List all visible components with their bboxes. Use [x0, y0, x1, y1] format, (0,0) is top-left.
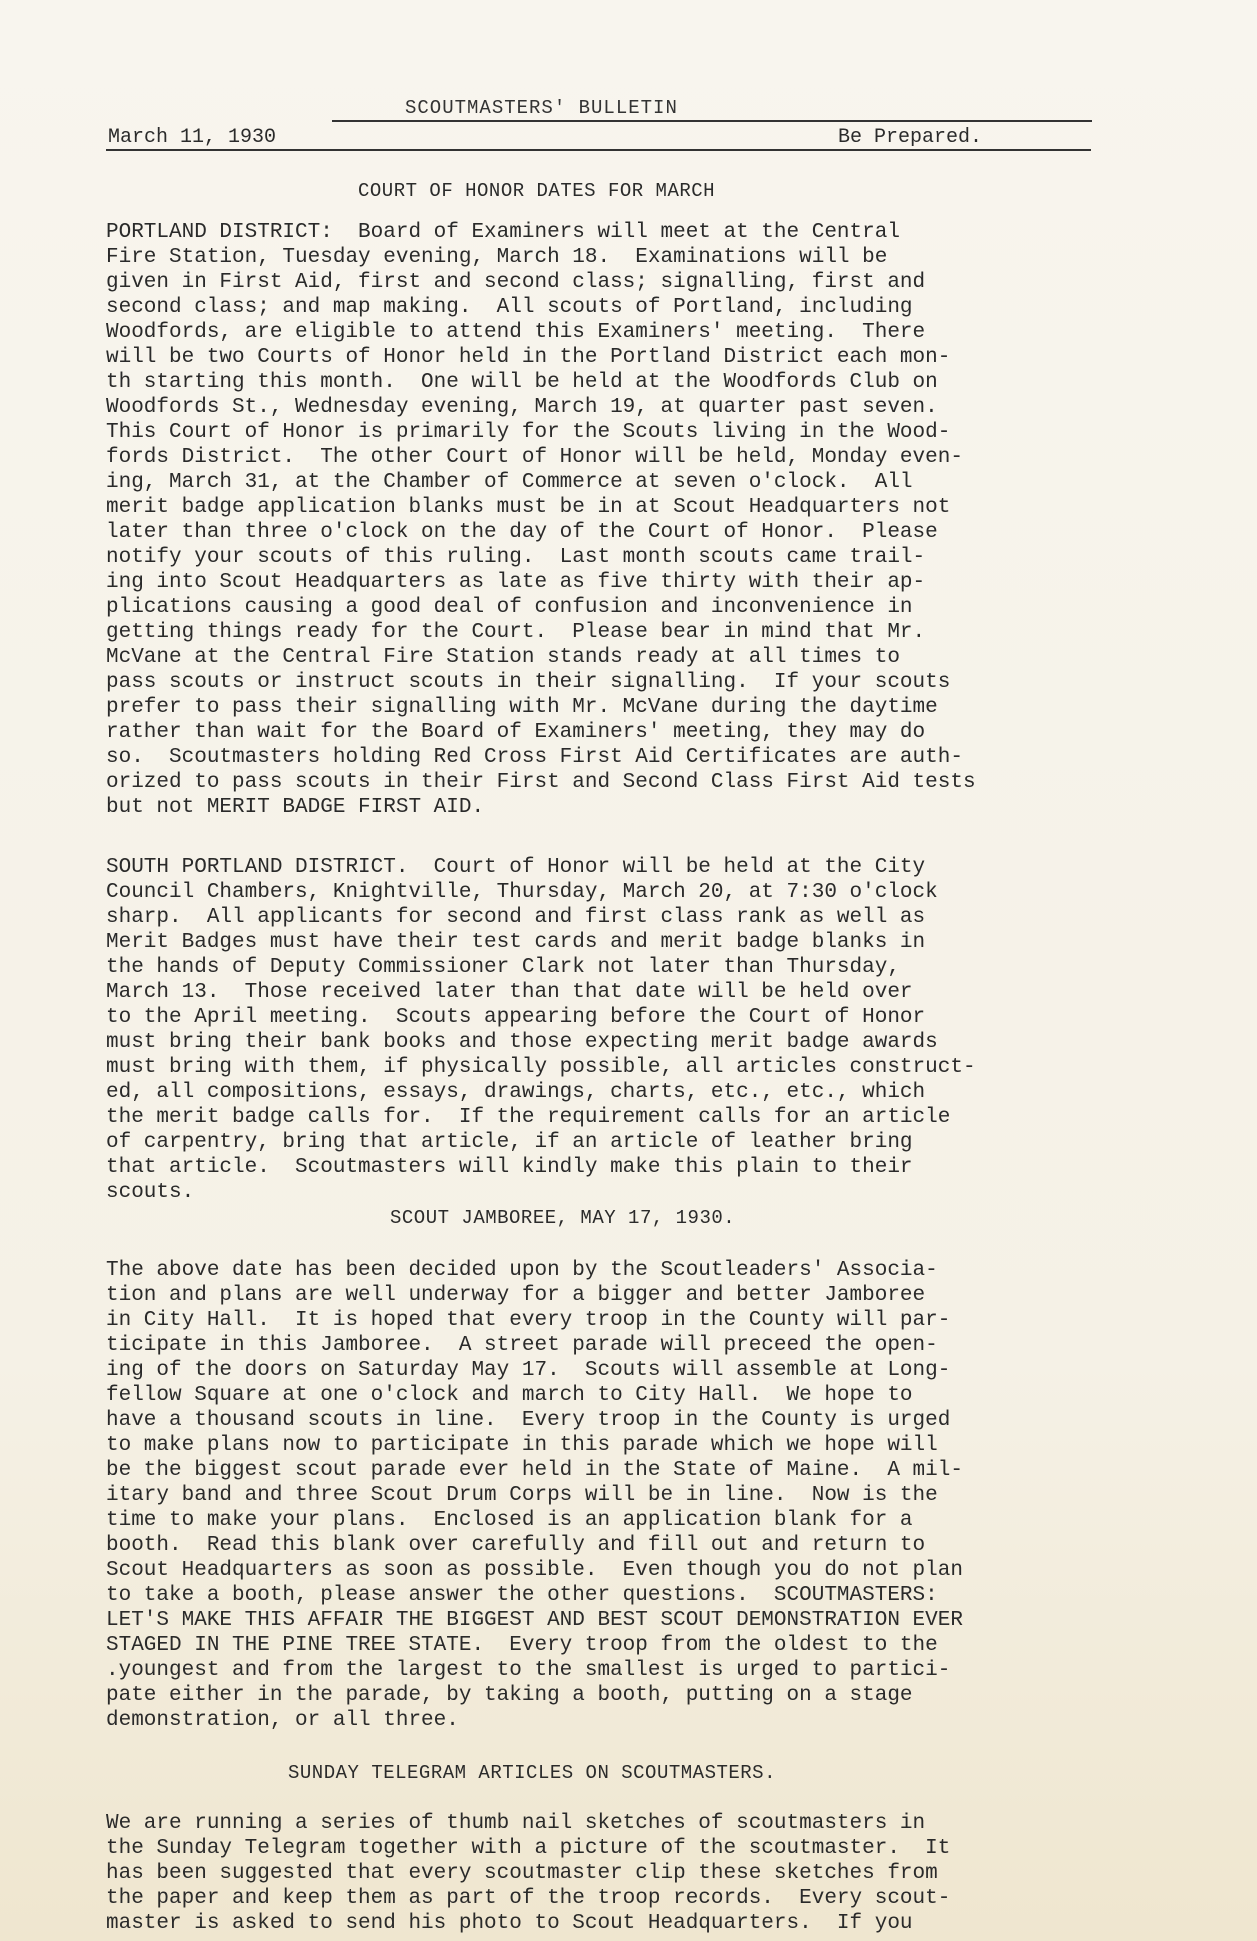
text-line: fords District. The other Court of Honor will be held, Monday even- — [106, 446, 963, 469]
text-line: the Sunday Telegram together with a picture of the scoutmaster. It — [106, 1837, 951, 1860]
text-line: time to make your plans. Enclosed is an application blank for a — [106, 1509, 913, 1532]
text-line: to the April meeting. Scouts appearing before the Court of Honor — [106, 1006, 926, 1029]
text-line: Merit Badges must have their test cards and merit badge blanks in — [106, 931, 926, 954]
text-line: pate either in the parade, by taking a booth, putting on a stage — [106, 1684, 913, 1707]
text-line: Woodfords St., Wednesday evening, March 19, at quarter past seven. — [106, 396, 938, 419]
bulletin-date: March 11, 1930 — [108, 126, 277, 149]
text-line: that article. Scoutmasters will kindly make this plain to their — [106, 1156, 913, 1179]
text-line: itary band and three Scout Drum Corps will be in line. Now is the — [106, 1484, 938, 1507]
text-line: PORTLAND DISTRICT: Board of Examiners will meet at the Central — [106, 221, 900, 244]
bulletin-masthead: SCOUTMASTERS' BULLETIN — [405, 97, 678, 119]
text-line: notify your scouts of this ruling. Last month scouts came trail- — [106, 546, 926, 569]
jamboree-heading: SCOUT JAMBOREE, MAY 17, 1930. — [390, 1207, 736, 1229]
text-line: tion and plans are well underway for a bigger and better Jamboree — [106, 1284, 926, 1307]
text-line: ing, March 31, at the Chamber of Commerce at seven o'clock. All — [106, 471, 913, 494]
masthead-rule — [332, 120, 1092, 122]
text-line: SOUTH PORTLAND DISTRICT. Court of Honor will be held at the City — [106, 856, 926, 879]
text-line: LET'S MAKE THIS AFFAIR THE BIGGEST AND BEST SCOUT DEMONSTRATION EVER — [106, 1609, 963, 1632]
portland-district-paragraph — [106, 220, 1156, 820]
text-line: th starting this month. One will be held at the Woodfords Club on — [106, 371, 938, 394]
text-line: Scout Headquarters as soon as possible. Even though you do not plan — [106, 1559, 963, 1582]
text-line: given in First Aid, first and second class; signalling, first and — [106, 271, 926, 294]
text-line: Council Chambers, Knightville, Thursday, March 20, at 7:30 o'clock — [106, 881, 938, 904]
text-line: to take a booth, please answer the other questions. SCOUTMASTERS: — [106, 1584, 938, 1607]
text-line: plications causing a good deal of confusion and inconvenience in — [106, 596, 913, 619]
text-line: ticipate in this Jamboree. A street parade will preceed the open- — [106, 1334, 938, 1357]
text-line: ed, all compositions, essays, drawings, charts, etc., etc., which — [106, 1081, 926, 1104]
text-line: getting things ready for the Court. Please bear in mind that Mr. — [106, 621, 926, 644]
text-line: will be two Courts of Honor held in the Portland District each mon- — [106, 346, 951, 369]
text-line: booth. Read this blank over carefully and fill out and return to — [106, 1534, 926, 1557]
text-line: pass scouts or instruct scouts in their signalling. If your scouts — [106, 671, 951, 694]
text-line: scouts. — [106, 1181, 195, 1204]
text-line: rather than wait for the Board of Examiners' meeting, they may do — [106, 721, 926, 744]
text-line: .youngest and from the largest to the smallest is urged to partici- — [106, 1659, 951, 1682]
text-line: master is asked to send his photo to Scout Headquarters. If you — [106, 1912, 913, 1935]
text-line: second class; and map making. All scouts of Portland, including — [106, 296, 913, 319]
text-line: the merit badge calls for. If the requirement calls for an article — [106, 1106, 951, 1129]
text-line: has been suggested that every scoutmaster clip these sketches from — [106, 1862, 938, 1885]
telegram-paragraph — [106, 1811, 1156, 1936]
text-line: We are running a series of thumb nail sketches of scoutmasters in — [106, 1812, 926, 1835]
court-of-honor-heading: COURT OF HONOR DATES FOR MARCH — [358, 180, 716, 202]
south-portland-paragraph — [106, 855, 1156, 1205]
bulletin-motto: Be Prepared. — [838, 126, 983, 149]
text-line: The above date has been decided upon by the Scoutleaders' Associa- — [106, 1259, 938, 1282]
text-line: orized to pass scouts in their First and Second Class First Aid tests — [106, 771, 976, 794]
text-line: prefer to pass their signalling with Mr. McVane during the daytime — [106, 696, 938, 719]
jamboree-paragraph — [106, 1258, 1156, 1733]
text-line: later than three o'clock on the day of the Court of Honor. Please — [106, 521, 938, 544]
text-line: have a thousand scouts in line. Every troop in the County is urged — [106, 1409, 951, 1432]
text-line: merit badge application blanks must be in at Scout Headquarters not — [106, 496, 951, 519]
telegram-heading: SUNDAY TELEGRAM ARTICLES ON SCOUTMASTERS. — [288, 1762, 776, 1784]
text-line: fellow Square at one o'clock and march to City Hall. We hope to — [106, 1384, 913, 1407]
text-line: ing into Scout Headquarters as late as five thirty with their ap- — [106, 571, 926, 594]
text-line: must bring their bank books and those expecting merit badge awards — [106, 1031, 938, 1054]
text-line: the paper and keep them as part of the troop records. Every scout- — [106, 1887, 951, 1910]
text-line: McVane at the Central Fire Station stands ready at all times to — [106, 646, 900, 669]
text-line: This Court of Honor is primarily for the Scouts living in the Wood- — [106, 421, 951, 444]
text-line: but not MERIT BADGE FIRST AID. — [106, 796, 485, 819]
text-line: so. Scoutmasters holding Red Cross First Aid Certificates are auth- — [106, 746, 963, 769]
text-line: must bring with them, if physically possible, all articles construct- — [106, 1056, 976, 1079]
text-line: of carpentry, bring that article, if an article of leather bring — [106, 1131, 913, 1154]
text-line: be the biggest scout parade ever held in the State of Maine. A mil- — [106, 1459, 963, 1482]
text-line: Fire Station, Tuesday evening, March 18. Examinations will be — [106, 246, 888, 269]
text-line: demonstration, or all three. — [106, 1709, 459, 1732]
text-line: in City Hall. It is hoped that every troop in the County will par- — [106, 1309, 951, 1332]
text-line: sharp. All applicants for second and first class rank as well as — [106, 906, 926, 929]
date-rule — [106, 149, 1091, 151]
text-line: to make plans now to participate in this parade which we hope will — [106, 1434, 938, 1457]
text-line: March 13. Those received later than that date will be held over — [106, 981, 913, 1004]
text-line: ing of the doors on Saturday May 17. Scouts will assemble at Long- — [106, 1359, 951, 1382]
text-line: STAGED IN THE PINE TREE STATE. Every troop from the oldest to the — [106, 1634, 938, 1657]
text-line: the hands of Deputy Commissioner Clark not later than Thursday, — [106, 956, 900, 979]
text-line: Woodfords, are eligible to attend this Examiners' meeting. There — [106, 321, 926, 344]
